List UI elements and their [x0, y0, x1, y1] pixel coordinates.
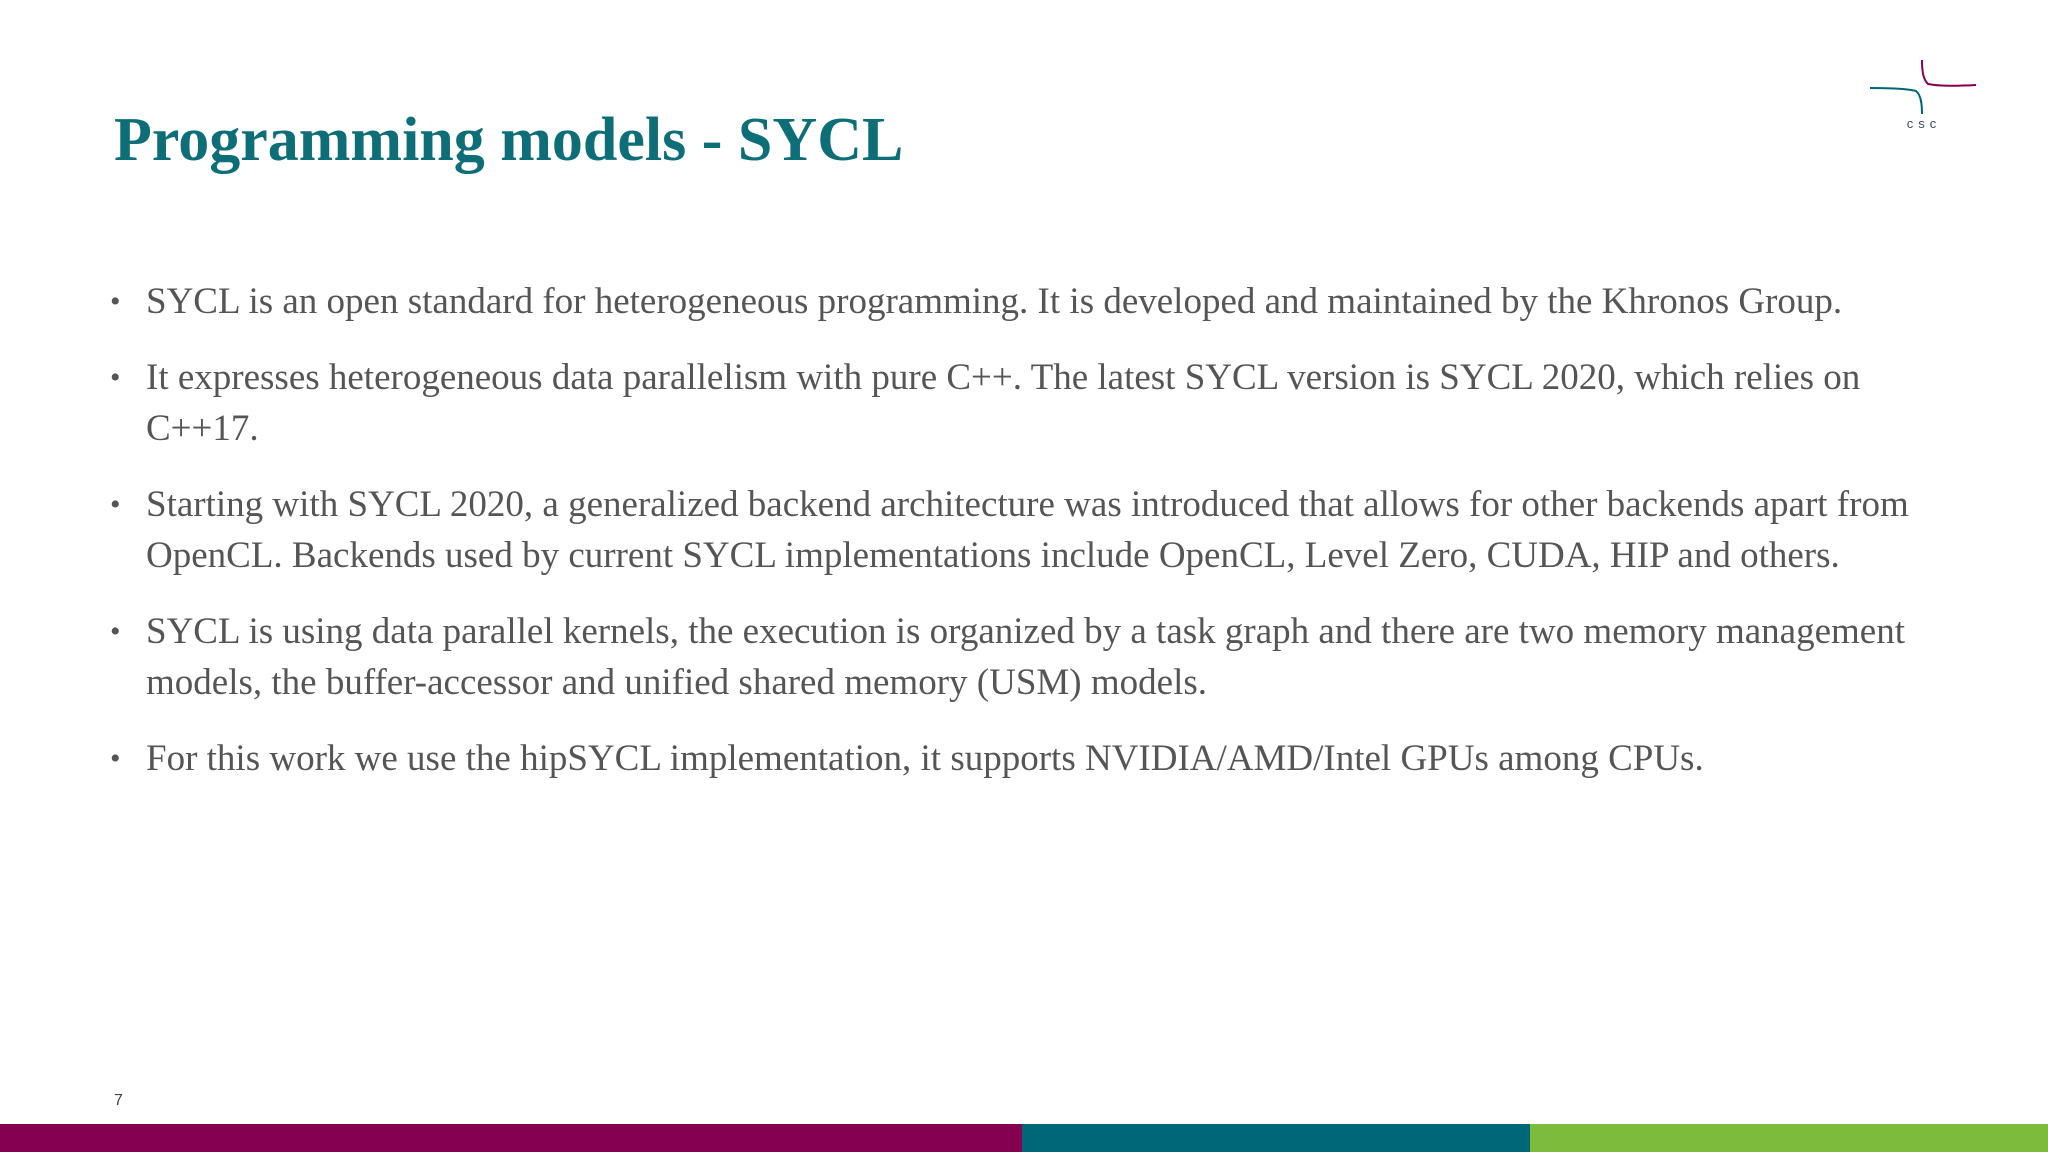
- bullet-item: [110, 733, 1910, 784]
- bullet-symbol: •: [110, 488, 121, 521]
- footer-bar-magenta: [0, 1124, 1022, 1152]
- bullet-symbol: •: [110, 361, 121, 394]
- bullet-text: Starting with SYCL 2020, a generalized backend architecture was introduced that allows for other backends apart from OpenCL. Backends used by current SYCL implementations include OpenCL, Level Zero, CUDA, HIP and others.: [146, 484, 1909, 576]
- logo-teal-stroke: [1870, 88, 1922, 114]
- bullet-item: [110, 276, 1910, 327]
- csc-logo-icon: [1868, 56, 1980, 118]
- bullet-symbol: •: [110, 742, 121, 775]
- bullet-text: SYCL is using data parallel kernels, the execution is organized by a task graph and there are two memory management models, the buffer-accessor and unified shared memory (USM) models.: [146, 611, 1905, 703]
- bullet-item: [110, 479, 1910, 581]
- footer-color-bar: [0, 1124, 2048, 1152]
- page-number: 7: [114, 1092, 123, 1109]
- slide-title: Programming models - SYCL: [114, 106, 904, 174]
- footer-bar-teal: [1022, 1124, 1530, 1152]
- bullet-item: [110, 606, 1910, 708]
- bullet-item: [110, 352, 1910, 454]
- logo-magenta-stroke: [1922, 60, 1976, 86]
- bullet-text: SYCL is an open standard for heterogeneous programming. It is developed and maintained by the Khronos Group.: [146, 281, 1843, 322]
- bullet-text: For this work we use the hipSYCL implementation, it supports NVIDIA/AMD/Intel GPUs among CPUs.: [146, 738, 1704, 779]
- bullet-symbol: •: [110, 285, 121, 318]
- csc-logo: [1868, 56, 1980, 136]
- footer-bar-green: [1530, 1124, 2048, 1152]
- bullet-text: It expresses heterogeneous data parallelism with pure C++. The latest SYCL version is SYCL 2020, which relies on C++17.: [146, 357, 1861, 449]
- bullet-list: [110, 276, 1910, 809]
- bullet-symbol: •: [110, 615, 121, 648]
- csc-logo-text: csc: [1906, 116, 1942, 131]
